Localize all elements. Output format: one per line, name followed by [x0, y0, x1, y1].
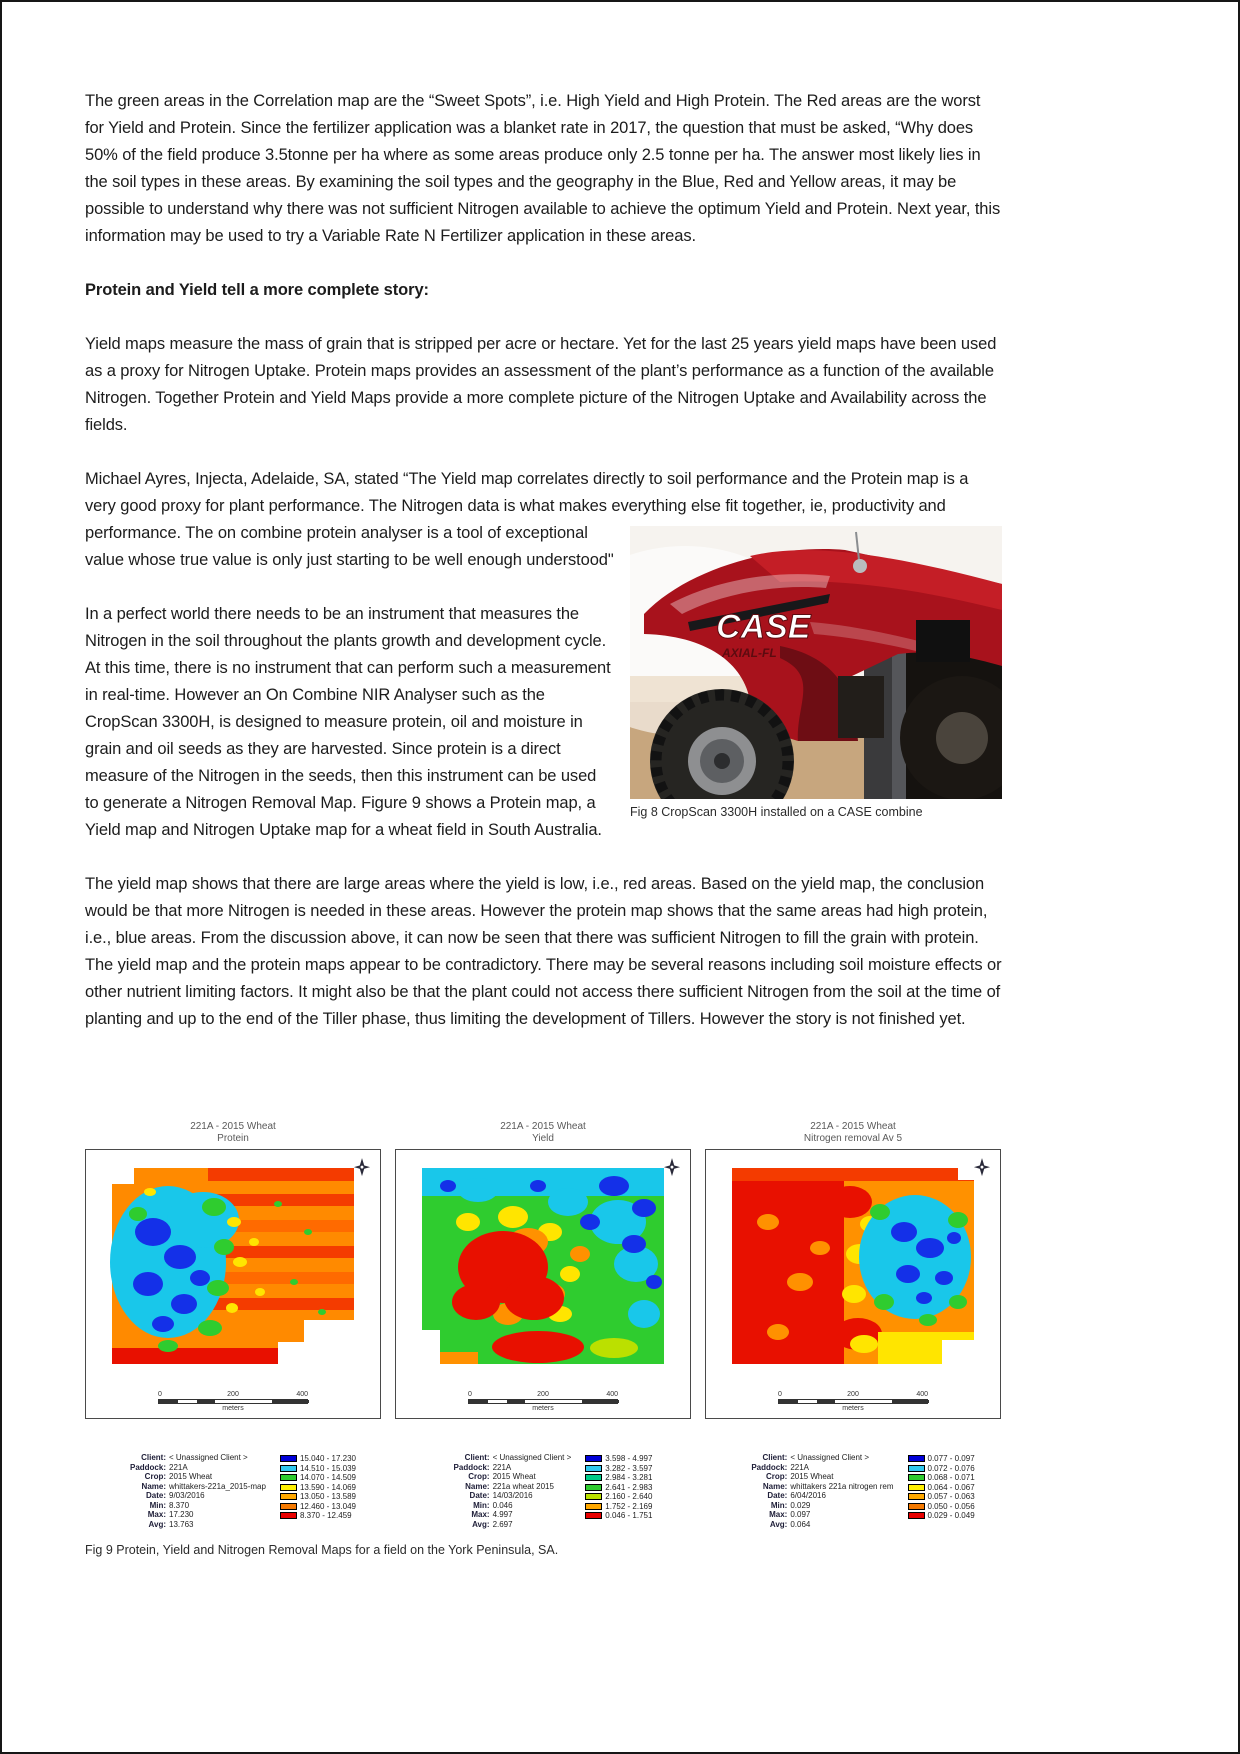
- legend-field-value: 221a wheat 2015: [492, 1481, 554, 1491]
- protein-map-frame: [85, 1149, 381, 1419]
- legend-field-value: 0.064: [790, 1519, 811, 1529]
- legend-metadata: [434, 1453, 572, 1529]
- legend-swatch: [585, 1465, 602, 1472]
- paragraph-perfect-world: In a perfect world there needs to be an instrument that measures the Nitrogen in the soil throughout the plants growth and development cycle. At this time, there is no instrument that can perform such a measurement in real-time. However an On Combine NIR Analyser such as the CropScan 3300H, is designed to measure protein, oil and moisture in grain and oil seeds as they are harvested. Since protein is a direct measure of the Nitrogen in the seeds, then this instrument can be used to generate a Nitrogen Removal Map. Figure 9 shows a Protein map, a Yield map and Nitrogen Uptake map for a wheat field in South Australia.: [85, 605, 611, 839]
- legend-range-text: 15.040 - 17.230: [299, 1454, 356, 1463]
- scalebar-mid: 200: [847, 1391, 859, 1398]
- combine-photo: [630, 526, 1002, 799]
- legend-range-text: 14.070 - 14.509: [299, 1473, 356, 1482]
- legend-field-value: 0.029: [790, 1500, 811, 1510]
- legend-field-label: Client:: [762, 1453, 788, 1462]
- map-panel-nitrogen: [705, 1121, 1001, 1419]
- scalebar-start: 0: [158, 1391, 162, 1398]
- fig8-caption: Fig 8 CropScan 3300H installed on a CASE combine: [630, 805, 923, 819]
- legend-field-label: Date:: [469, 1491, 490, 1500]
- legend-field-value: 6/04/2016: [790, 1491, 826, 1500]
- protein-map-legend: [85, 1453, 381, 1529]
- legend-field-label: Min:: [149, 1500, 166, 1510]
- legend-field-label: Crop:: [144, 1472, 166, 1481]
- case-logo-text: CASE: [716, 608, 811, 646]
- legend-swatch: [585, 1455, 602, 1462]
- legend-field-value: 8.370: [169, 1500, 190, 1510]
- legend-swatch: [585, 1493, 602, 1500]
- legend-range-text: 0.050 - 0.056: [927, 1501, 975, 1511]
- legend-swatch: [908, 1493, 925, 1500]
- legend-field-label: Avg:: [769, 1519, 788, 1529]
- legend-swatch: [280, 1512, 297, 1519]
- legend-field-label: Name:: [141, 1481, 166, 1491]
- scalebar-units: meters: [842, 1405, 864, 1412]
- legend-swatch: [585, 1503, 602, 1510]
- yield-map-scalebar: [468, 1391, 618, 1412]
- paragraph-correlation-map: The green areas in the Correlation map are the “Sweet Spots”, i.e. High Yield and High Protein. The Red areas are the worst for Yield and Protein. Since the fertilizer application was a blanket rate in 2017, the question that must be asked, “Why does 50% of the field produce 3.5tonne per ha where as some areas produce only 2.5 tonne per ha. The answer most likely lies in the soil types in these areas. By examining the soil types and the geography in the Blue, Red and Yellow areas, it may be possible to understand why there was not sufficient Nitrogen available to achieve the optimum Yield and Protein. Next year, this information may be used to try a Variable Rate N Fertilizer application in these areas.: [85, 92, 1001, 245]
- legend-swatch: [280, 1455, 297, 1462]
- legend-field-label: Paddock:: [453, 1462, 490, 1472]
- legend-metadata: [110, 1453, 266, 1529]
- nitrogen-heatmap-image: [728, 1162, 978, 1372]
- legend-swatch: [280, 1474, 297, 1481]
- scalebar-mid: 200: [227, 1391, 239, 1398]
- legend-range-text: 2.641 - 2.983: [605, 1482, 653, 1492]
- paragraph-quote-part1: Michael Ayres, Injecta, Adelaide, SA, stated “The Yield map correlates directly to soil performance and the Protein map is a very good proxy for plant performance. The Nitrogen data is what makes everything else fit together, ie, productivity: [85, 470, 969, 515]
- nitrogen-map-title: [705, 1121, 1001, 1145]
- legend-swatch: [280, 1465, 297, 1472]
- legend-field-value: 0.046: [492, 1500, 513, 1510]
- legend-swatch: [908, 1512, 925, 1519]
- scalebar-end: 400: [916, 1391, 928, 1398]
- legend-field-value: < Unassigned Client >: [790, 1453, 870, 1462]
- legend-color-scale: [585, 1453, 652, 1529]
- legend-field-label: Crop:: [766, 1472, 788, 1481]
- yield-map-legend: [395, 1453, 691, 1529]
- legend-field-label: Max:: [769, 1510, 788, 1519]
- figure9-legends: [85, 1453, 1002, 1529]
- scalebar-start: 0: [778, 1391, 782, 1398]
- legend-field-value: 221A: [169, 1462, 188, 1472]
- legend-swatch: [908, 1465, 925, 1472]
- legend-swatch: [908, 1503, 925, 1510]
- legend-range-text: 0.064 - 0.067: [927, 1482, 975, 1492]
- legend-range-text: 13.050 - 13.589: [299, 1492, 356, 1501]
- scalebar-bar: [158, 1399, 308, 1404]
- map-title-line1: 221A - 2015 Wheat: [190, 1121, 276, 1132]
- scalebar-mid: 200: [537, 1391, 549, 1398]
- legend-field-value: 14/03/2016: [492, 1491, 533, 1500]
- legend-field-value: 13.763: [169, 1519, 194, 1529]
- legend-range-text: 0.046 - 1.751: [605, 1511, 653, 1520]
- map-title-line1: 221A - 2015 Wheat: [810, 1121, 896, 1132]
- legend-field-value: 4.997: [492, 1510, 513, 1519]
- legend-swatch: [280, 1493, 297, 1500]
- paragraph-quote-part2: and performance. The on combine protein analyser is a tool of exceptional value whose true value is only just starting to be well enough understood": [85, 497, 946, 569]
- map-title-line2: Yield: [532, 1133, 554, 1144]
- legend-range-text: 2.160 - 2.640: [605, 1492, 653, 1501]
- scalebar-start: 0: [468, 1391, 472, 1398]
- legend-field-value: 0.097: [790, 1510, 811, 1519]
- figure9-maps: [85, 1121, 1002, 1419]
- legend-field-value: whittakers-221a_2015-map: [169, 1481, 266, 1491]
- legend-field-value: whittakers 221a nitrogen rem: [790, 1481, 894, 1491]
- compass-north-icon: [663, 1157, 681, 1179]
- legend-range-text: 0.029 - 0.049: [927, 1511, 975, 1520]
- legend-field-label: Avg:: [148, 1519, 166, 1529]
- legend-range-text: 0.077 - 0.097: [927, 1454, 975, 1463]
- legend-color-scale: [908, 1453, 975, 1529]
- legend-field-label: Paddock:: [129, 1462, 166, 1472]
- legend-field-value: 2.697: [492, 1519, 513, 1529]
- protein-map-title: [85, 1121, 381, 1145]
- legend-field-value: 221A: [492, 1462, 512, 1472]
- legend-swatch: [280, 1503, 297, 1510]
- legend-range-text: 3.282 - 3.597: [605, 1463, 653, 1473]
- scalebar-units: meters: [532, 1405, 554, 1412]
- scalebar-end: 400: [606, 1391, 618, 1398]
- legend-range-text: 0.072 - 0.076: [927, 1463, 975, 1473]
- compass-north-icon: [973, 1157, 991, 1179]
- paragraph-yield-map-discussion: The yield map shows that there are large areas where the yield is low, i.e., red areas. Based on the yield map, the conclusion would be that more Nitrogen is needed in these areas. However the protein map shows that the same areas had high protein, i.e., blue areas. From the discussion above, it can now be seen that there was sufficient Nitrogen to fill the grain with protein. The yield map and the protein maps appear to be contradictory. There may be several reasons including soil moisture effects or other nutrient limiting factors. It might also be that the plant could not access there sufficient Nitrogen from the soil at the time of planting and up to the end of the Tiller phase, thus limiting the development of Tillers. However the story is not finished yet.: [85, 875, 1002, 1028]
- nitrogen-map-frame: [705, 1149, 1001, 1419]
- protein-heatmap-image: [108, 1162, 358, 1372]
- map-title-line2: Protein: [217, 1133, 249, 1144]
- legend-field-value: 9/03/2016: [169, 1491, 205, 1500]
- legend-swatch: [585, 1484, 602, 1491]
- legend-swatch: [585, 1512, 602, 1519]
- scalebar-end: 400: [296, 1391, 308, 1398]
- legend-field-value: 17.230: [169, 1510, 194, 1519]
- legend-swatch: [585, 1474, 602, 1481]
- legend-field-label: Max:: [471, 1510, 490, 1519]
- paragraph-yield-maps: Yield maps measure the mass of grain that is stripped per acre or hectare. Yet for the last 25 years yield maps have been used as a proxy for Nitrogen Uptake. Protein maps provides an assessment of the plant’s performance as a function of the available Nitrogen. Together Protein and Yield Maps provide a more complete picture of the Nitrogen Uptake and Availability across the fields.: [85, 335, 997, 434]
- legend-field-value: 2015 Wheat: [492, 1472, 536, 1481]
- nitrogen-map-legend: [705, 1453, 1001, 1529]
- legend-field-label: Client:: [141, 1453, 166, 1462]
- legend-swatch: [908, 1455, 925, 1462]
- legend-range-text: 8.370 - 12.459: [299, 1511, 352, 1520]
- legend-range-text: 3.598 - 4.997: [605, 1454, 653, 1463]
- legend-field-label: Name:: [465, 1481, 490, 1491]
- map-panel-protein: [85, 1121, 381, 1419]
- legend-swatch: [280, 1484, 297, 1491]
- text-with-photo-section: [85, 466, 1002, 871]
- legend-field-label: Crop:: [468, 1472, 490, 1481]
- legend-swatch: [908, 1474, 925, 1481]
- legend-field-label: Paddock:: [751, 1462, 788, 1472]
- compass-north-icon: [353, 1157, 371, 1179]
- section-heading: Protein and Yield tell a more complete story:: [85, 281, 429, 299]
- nitrogen-map-scalebar: [778, 1391, 928, 1412]
- map-title-line2: Nitrogen removal Av 5: [803, 1133, 903, 1144]
- yield-map-title: [395, 1121, 691, 1145]
- map-panel-yield: [395, 1121, 691, 1419]
- legend-field-label: Min:: [770, 1500, 788, 1510]
- legend-range-text: 13.590 - 14.069: [299, 1482, 356, 1492]
- legend-metadata: [731, 1453, 893, 1529]
- legend-field-value: 2015 Wheat: [169, 1472, 213, 1481]
- protein-map-scalebar: [158, 1391, 308, 1412]
- legend-swatch: [908, 1484, 925, 1491]
- legend-field-label: Client:: [464, 1453, 490, 1462]
- legend-field-label: Min:: [473, 1500, 490, 1510]
- legend-range-text: 0.057 - 0.063: [927, 1492, 975, 1501]
- fig9-caption: Fig 9 Protein, Yield and Nitrogen Removal Maps for a field on the York Peninsula, SA.: [85, 1543, 559, 1557]
- legend-field-value: < Unassigned Client >: [492, 1453, 572, 1462]
- legend-range-text: 1.752 - 2.169: [605, 1501, 653, 1511]
- figure-combine: [630, 526, 1002, 820]
- yield-heatmap-image: [418, 1162, 668, 1372]
- legend-field-value: 221A: [790, 1462, 810, 1472]
- legend-field-label: Date:: [145, 1491, 166, 1500]
- legend-field-label: Date:: [767, 1491, 788, 1500]
- scalebar-bar: [468, 1399, 618, 1404]
- scalebar-bar: [778, 1399, 928, 1404]
- axial-flow-text: AXIAL-FL: [722, 646, 777, 660]
- legend-range-text: 12.460 - 13.049: [299, 1501, 356, 1511]
- scalebar-units: meters: [222, 1405, 244, 1412]
- legend-color-scale: [280, 1453, 356, 1529]
- map-title-line1: 221A - 2015 Wheat: [500, 1121, 586, 1132]
- legend-field-label: Avg:: [472, 1519, 490, 1529]
- legend-range-text: 14.510 - 15.039: [299, 1463, 356, 1473]
- legend-range-text: 2.984 - 3.281: [605, 1473, 653, 1482]
- legend-field-label: Max:: [147, 1510, 166, 1519]
- legend-field-value: 2015 Wheat: [790, 1472, 834, 1481]
- legend-field-value: < Unassigned Client >: [169, 1453, 248, 1462]
- legend-range-text: 0.068 - 0.071: [927, 1473, 975, 1482]
- yield-map-frame: [395, 1149, 691, 1419]
- legend-field-label: Name:: [762, 1481, 788, 1491]
